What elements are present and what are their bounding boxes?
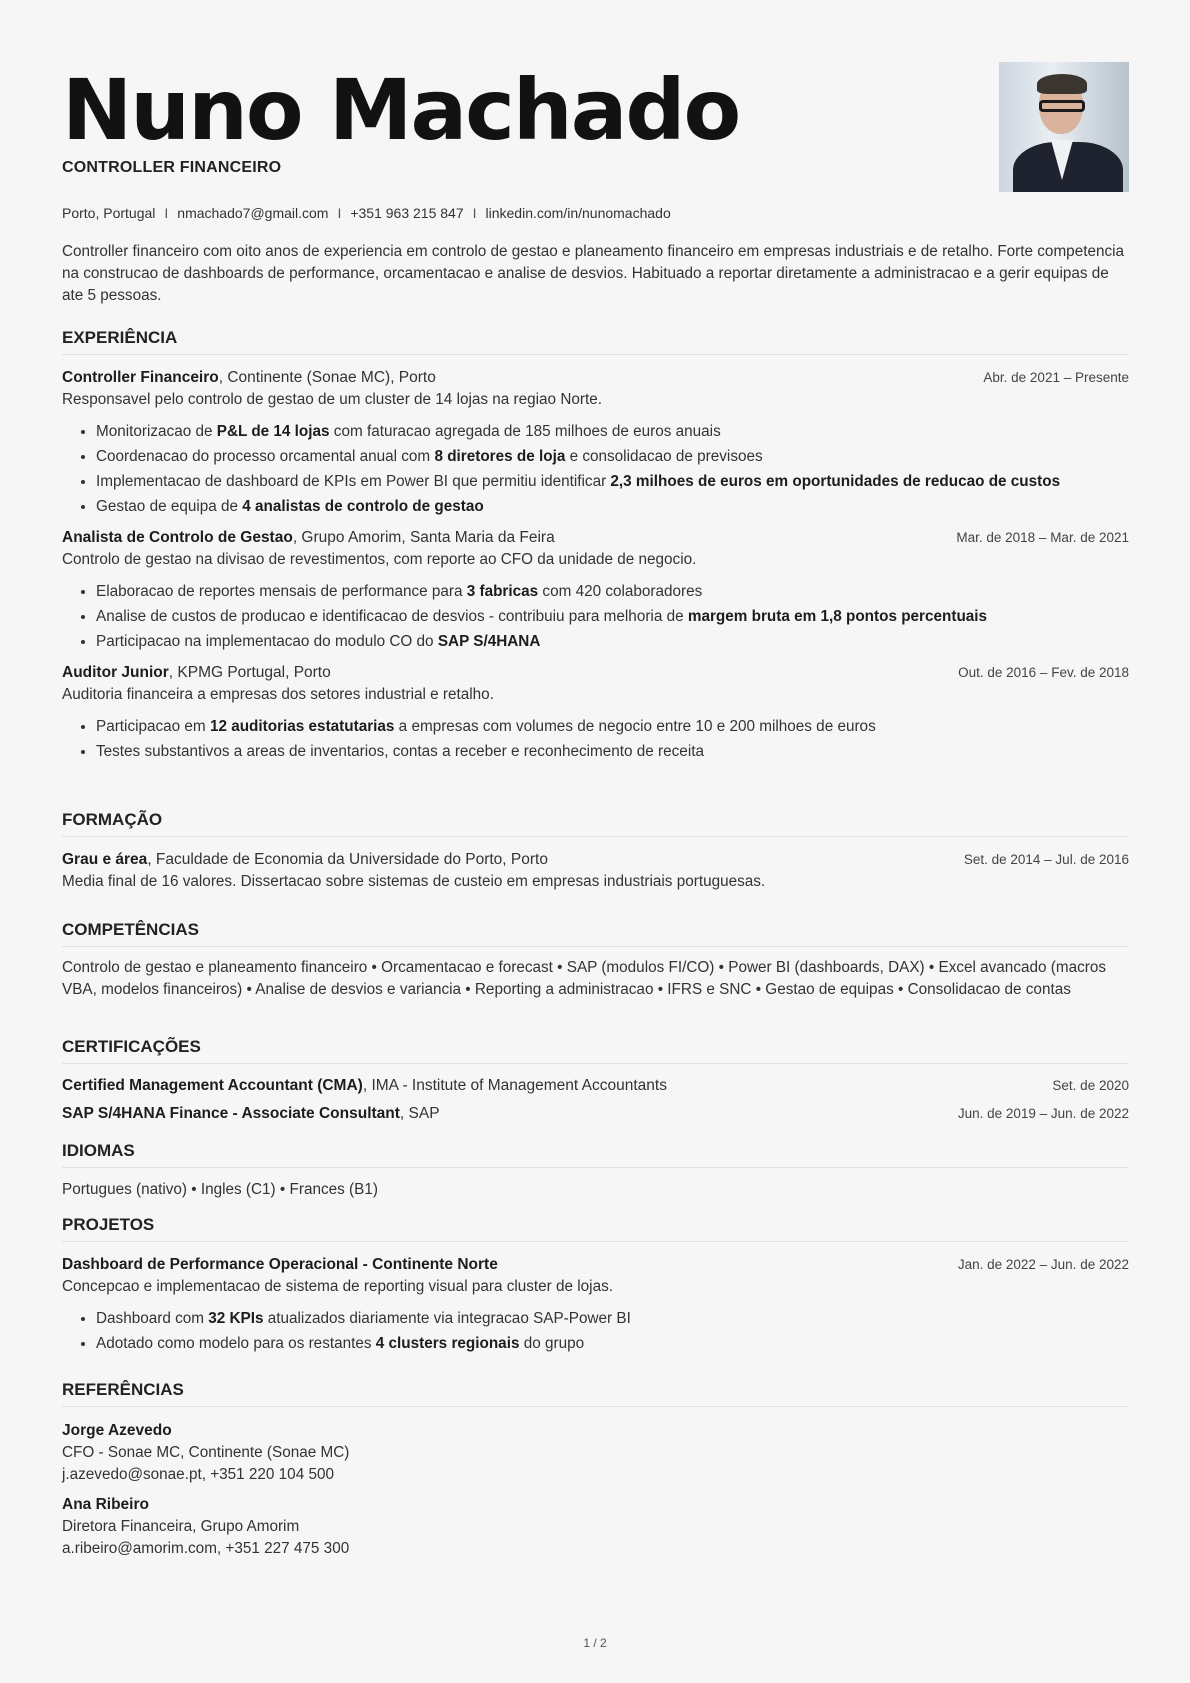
list-item: • Coordenacao do processo orcamental anual com 8 diretores de loja e consolidacao de previsoes	[96, 444, 1129, 469]
candidate-name: Nuno Machado	[62, 61, 740, 159]
list-item: • Participacao na implementacao do modulo CO do SAP S/4HANA	[96, 629, 1129, 654]
job-org: , Grupo Amorim, Santa Maria da Feira	[292, 529, 555, 546]
page-number: 1 / 2	[583, 1636, 607, 1650]
languages-text: Portugues (nativo) • Ingles (C1) • Frances (B1)	[62, 1181, 378, 1198]
list-item: • Adotado como modelo para os restantes 4 clusters regionais do grupo	[96, 1331, 1129, 1356]
project-bullets	[62, 1306, 1129, 1356]
job-role: Auditor Junior	[62, 664, 169, 681]
list-item: • Elaboracao de reportes mensais de performance para 3 fabricas com 420 colaboradores	[96, 579, 1129, 604]
experience-section	[62, 328, 1129, 764]
projects-section	[62, 1215, 1129, 1356]
job-entry	[62, 662, 1129, 764]
project-date: Jan. de 2022 – Jun. de 2022	[957, 1257, 1129, 1272]
education-entry	[62, 849, 1129, 893]
phone: +351 963 215 847	[350, 205, 464, 221]
education-date: Set. de 2014 – Jul. de 2016	[963, 852, 1129, 867]
contact-line: Porto, Portugal I nmachado7@gmail.com I +351 963 215 847 I linkedin.com/in/nunomachado	[62, 205, 671, 221]
languages-section	[62, 1141, 1129, 1201]
certifications-section	[62, 1037, 1129, 1125]
job-org: , KPMG Portugal, Porto	[168, 664, 331, 681]
profile-photo	[999, 62, 1129, 192]
certification-item: SAP S/4HANA Finance - Associate Consultant, SAP Jun. de 2019 – Jun. de 2022	[62, 1105, 1129, 1122]
email-link[interactable]: nmachado7@gmail.com	[177, 205, 329, 221]
section-title: COMPETÊNCIAS	[62, 920, 1129, 947]
job-desc: Responsavel pelo controlo de gestao de um cluster de 14 lojas na regiao Norte.	[62, 391, 602, 408]
list-item: • Participacao em 12 auditorias estatutarias a empresas com volumes de negocio entre 10 e 200 milhoes de euros	[96, 714, 1129, 739]
job-date: Mar. de 2018 – Mar. de 2021	[956, 530, 1129, 545]
summary: Controller financeiro com oito anos de experiencia em controlo de gestao e planeamento financeiro em empresas industriais e de retalho. Forte competencia na construcao de dashboards de performance, orcamentacao e analise de desvios. Habituado a reportar diretamente a administracao e a gerir equipas de ate 5 pessoas.	[62, 243, 1125, 304]
section-title: FORMAÇÃO	[62, 810, 1129, 837]
project-desc: Concepcao e implementacao de sistema de reporting visual para cluster de lojas.	[62, 1278, 613, 1295]
job-bullets	[62, 419, 1129, 519]
job-org: , Continente (Sonae MC), Porto	[218, 369, 436, 386]
skills-section	[62, 920, 1129, 1001]
references-section	[62, 1380, 1129, 1560]
job-title: CONTROLLER FINANCEIRO	[62, 159, 282, 176]
list-item: • Implementacao de dashboard de KPIs em Power BI que permitiu identificar 2,3 milhoes de euros em oportunidades de reducao de custos	[96, 469, 1129, 494]
reference-entry: Ana Ribeiro Diretora Financeira, Grupo Amorim a.ribeiro@amorim.com, +351 227 475 300	[62, 1496, 350, 1557]
list-item: • Monitorizacao de P&L de 14 lojas com faturacao agregada de 185 milhoes de euros anuais	[96, 419, 1129, 444]
skills-text: Controlo de gestao e planeamento financeiro • Orcamentacao e forecast • SAP (modulos FI/CO) • Power BI (dashboards, DAX) • Excel avancado (macros VBA, modelos financeiros) • Analise de desvios e variancia • Reporting a administracao • IFRS e SNC • Gestao de equipas • Consolidacao de contas	[62, 959, 1106, 998]
reference-entry: Jorge Azevedo CFO - Sonae MC, Continente (Sonae MC) j.azevedo@sonae.pt, +351 220 104 500	[62, 1422, 350, 1483]
job-bullets	[62, 714, 1129, 764]
education-section	[62, 810, 1129, 893]
project-entry	[62, 1254, 1129, 1356]
job-bullets	[62, 579, 1129, 654]
location: Porto, Portugal	[62, 205, 156, 221]
school: , Faculdade de Economia da Universidade do Porto, Porto	[147, 851, 548, 868]
section-title: CERTIFICAÇÕES	[62, 1037, 1129, 1064]
job-entry	[62, 527, 1129, 654]
job-role: Controller Financeiro	[62, 369, 219, 386]
project-name: Dashboard de Performance Operacional - Continente Norte	[62, 1256, 498, 1273]
education-desc: Media final de 16 valores. Dissertacao sobre sistemas de custeio em empresas industriais portuguesas.	[62, 873, 766, 890]
job-desc: Controlo de gestao na divisao de revestimentos, com reporte ao CFO da unidade de negocio.	[62, 551, 697, 568]
degree: Grau e área	[62, 851, 148, 868]
job-date: Abr. de 2021 – Presente	[983, 370, 1129, 385]
certification-item: Certified Management Accountant (CMA), IMA - Institute of Management Accountants Set. de 2020	[62, 1077, 1129, 1094]
section-title: EXPERIÊNCIA	[62, 328, 1129, 355]
list-item: • Analise de custos de producao e identificacao de desvios - contribuiu para melhoria de margem bruta em 1,8 pontos percentuais	[96, 604, 1129, 629]
list-item: • Dashboard com 32 KPIs atualizados diariamente via integracao SAP-Power BI	[96, 1306, 1129, 1331]
linkedin-link[interactable]: linkedin.com/in/nunomachado	[485, 205, 671, 221]
list-item: • Gestao de equipa de 4 analistas de controlo de gestao	[96, 494, 1129, 519]
section-title: REFERÊNCIAS	[62, 1380, 1129, 1407]
job-entry	[62, 367, 1129, 519]
list-item: • Testes substantivos a areas de inventarios, contas a receber e reconhecimento de receita	[96, 739, 1129, 764]
job-role: Analista de Controlo de Gestao	[62, 529, 293, 546]
section-title: IDIOMAS	[62, 1141, 1129, 1168]
job-date: Out. de 2016 – Fev. de 2018	[958, 665, 1129, 680]
section-title: PROJETOS	[62, 1215, 1129, 1242]
job-desc: Auditoria financeira a empresas dos setores industrial e retalho.	[62, 686, 494, 703]
